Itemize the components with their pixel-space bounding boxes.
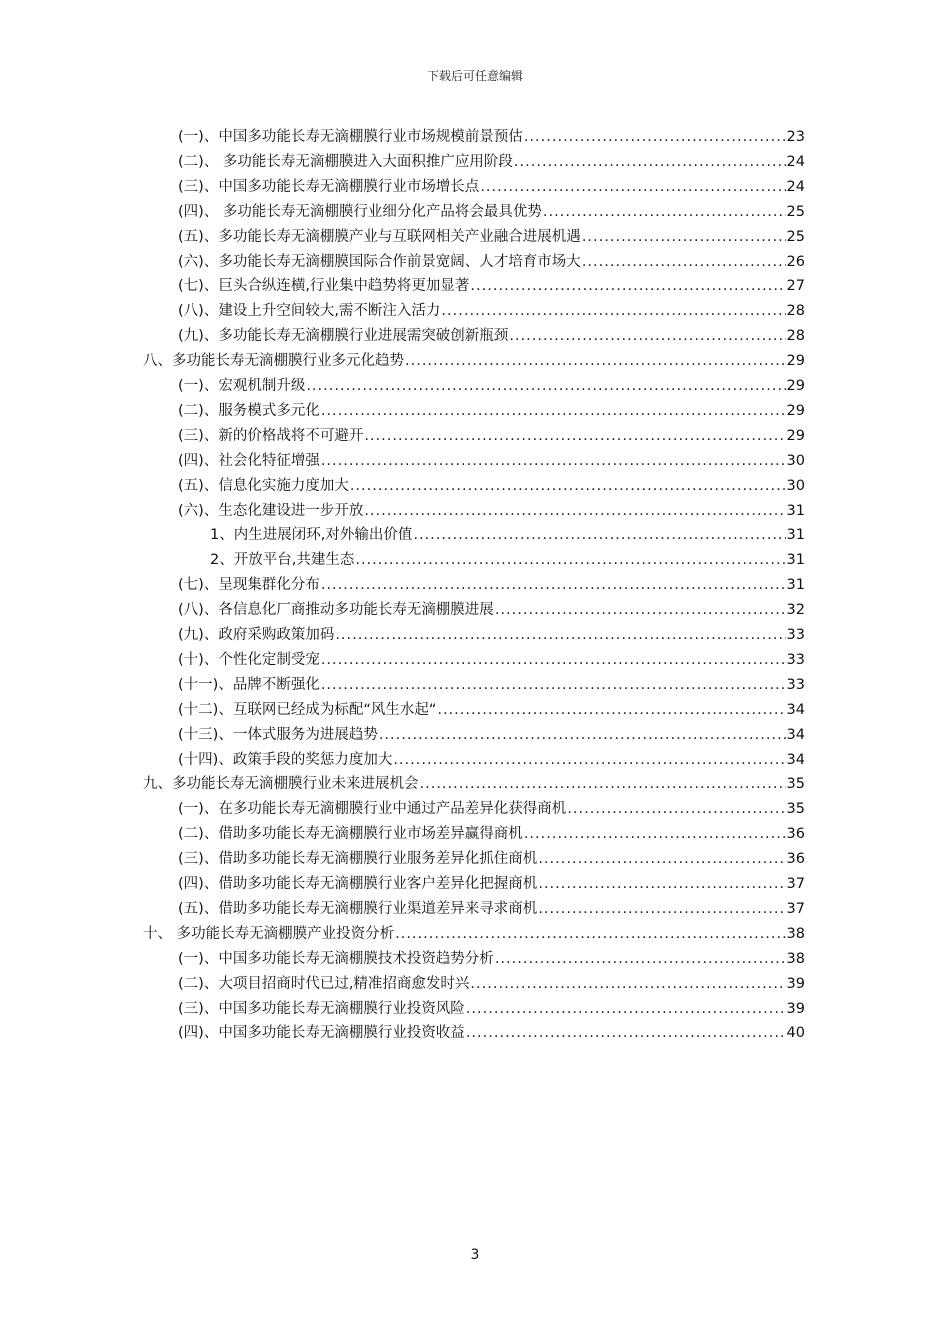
toc-entry[interactable] [178, 623, 805, 648]
toc-entry[interactable] [178, 200, 805, 225]
toc-dot-leader [379, 723, 786, 748]
toc-entry-title: (八)、各信息化厂商推动多功能长寿无滴棚膜进展 [178, 602, 494, 619]
toc-entry[interactable] [178, 449, 805, 474]
toc-entry-title: (二)、大项目招商时代已过,精准招商愈发时兴 [178, 975, 470, 992]
toc-entry-title: (十三)、一体式服务为进展趋势 [178, 726, 378, 743]
toc-entry-title: (二)、借助多功能长寿无滴棚膜行业市场差异赢得商机 [178, 826, 523, 843]
toc-entry[interactable] [178, 598, 805, 623]
toc-entry[interactable] [178, 374, 805, 399]
toc-dot-leader [543, 200, 786, 225]
toc-entry[interactable] [178, 797, 805, 822]
toc-entry-title: (一)、中国多功能长寿无滴棚膜行业市场规模前景预估 [178, 129, 523, 145]
toc-entry-page: 25 [786, 228, 805, 245]
toc-entry-title: (十四)、政策手段的奖惩力度加大 [178, 751, 393, 768]
toc-entry-title: (三)、中国多功能长寿无滴棚膜行业投资风险 [178, 1000, 465, 1017]
toc-entry[interactable] [178, 972, 805, 997]
toc-entry-title: (七)、呈现集群化分布 [178, 577, 320, 594]
toc-entry-title: (五)、多功能长寿无滴棚膜产业与互联网相关产业融合进展机遇 [178, 228, 581, 245]
toc-dot-leader [395, 922, 785, 947]
toc-entry-title: (二)、 多功能长寿无滴棚膜进入大面积推广应用阶段 [178, 153, 513, 170]
toc-entry[interactable] [178, 274, 805, 299]
toc-entry-page: 27 [786, 278, 805, 295]
toc-entry[interactable] [178, 399, 805, 424]
toc-entry-page: 33 [786, 676, 805, 693]
toc-entry-title: (四)、中国多功能长寿无滴棚膜行业投资收益 [178, 1025, 465, 1042]
toc-entry-title: (一)、在多功能长寿无滴棚膜行业中通过产品差异化获得商机 [178, 801, 567, 818]
toc-entry-title: 九、多功能长寿无滴棚膜行业未来进展机会 [143, 776, 419, 793]
toc-dot-leader [466, 997, 786, 1022]
toc-entry-page: 34 [786, 751, 805, 768]
toc-entry-title: (十)、个性化定制受宠 [178, 651, 320, 668]
toc-entry-page: 29 [786, 353, 805, 370]
toc-entry[interactable] [178, 125, 805, 150]
toc-entry[interactable] [178, 897, 805, 922]
toc-entry-title: (四)、 多功能长寿无滴棚膜行业细分化产品将会最具优势 [178, 203, 542, 220]
toc-dot-leader [321, 648, 786, 673]
toc-dot-leader [538, 872, 785, 897]
toc-entry[interactable] [178, 324, 805, 349]
toc-entry-title: (六)、多功能长寿无滴棚膜国际合作前景宽阔、人才培育市场大 [178, 253, 581, 270]
toc-entry[interactable] [178, 947, 805, 972]
toc-entry-page: 30 [786, 477, 805, 494]
toc-dot-leader [321, 449, 786, 474]
toc-entry-page: 24 [786, 178, 805, 195]
toc-dot-leader [495, 598, 786, 623]
toc-entry-page: 31 [786, 502, 805, 519]
toc-entry-title: (七)、巨头合纵连横,行业集中趋势将更加显著 [178, 278, 470, 295]
toc-dot-leader [567, 797, 785, 822]
toc-entry-page: 38 [786, 925, 805, 942]
toc-entry-page: 32 [786, 602, 805, 619]
toc-entry-page: 40 [786, 1025, 805, 1042]
toc-entry-title: 十、 多功能长寿无滴棚膜产业投资分析 [143, 925, 395, 942]
toc-entry-page: 29 [786, 402, 805, 419]
toc-dot-leader [470, 274, 785, 299]
toc-entry[interactable] [178, 150, 805, 175]
toc-entry-page: 34 [786, 701, 805, 718]
toc-entry-page: 35 [786, 801, 805, 818]
toc-entry-page: 37 [786, 876, 805, 892]
toc-entry-page: 28 [786, 303, 805, 320]
toc-dot-leader [509, 324, 785, 349]
toc-dot-leader [321, 399, 786, 424]
toc-entry-page: 24 [786, 153, 805, 170]
toc-entry-page: 26 [786, 253, 805, 270]
toc-entry-title: 1、内生进展闭环,对外输出价值 [210, 527, 413, 544]
toc-dot-leader [321, 573, 786, 598]
page-number: 3 [470, 1247, 480, 1263]
toc-entry-title: (二)、服务模式多元化 [178, 402, 320, 419]
toc-entry-title: (六)、生态化建设进一步开放 [178, 502, 364, 519]
toc-entry-page: 25 [786, 203, 805, 220]
toc-entry[interactable] [178, 474, 805, 499]
toc-dot-leader [364, 424, 785, 449]
toc-entry[interactable] [178, 847, 805, 872]
toc-entry-title: (八)、建设上升空间较大,需不断注入活力 [178, 303, 441, 320]
toc-dot-leader [420, 772, 786, 797]
toc-entry-page: 38 [786, 950, 805, 967]
toc-entry-title: (三)、新的价格战将不可避开 [178, 427, 364, 444]
toc-entry-title: (九)、政府采购政策加码 [178, 627, 335, 643]
toc-entry-page: 33 [786, 627, 805, 643]
toc-entry[interactable] [178, 573, 805, 598]
toc-dot-leader [321, 673, 786, 698]
toc-entry-page: 31 [786, 552, 805, 569]
toc-entry-title: (三)、借助多功能长寿无滴棚膜行业服务差异化抓住商机 [178, 851, 538, 868]
toc-entry[interactable] [143, 349, 805, 374]
toc-entry[interactable] [178, 1021, 805, 1046]
toc-dot-leader [582, 225, 786, 250]
toc-dot-leader [405, 349, 786, 374]
toc-entry[interactable] [178, 872, 805, 897]
toc-dot-leader [335, 623, 785, 648]
toc-dot-leader [495, 947, 786, 972]
toc-entry[interactable] [178, 748, 805, 773]
toc-entry[interactable] [178, 673, 805, 698]
toc-entry-page: 31 [786, 527, 805, 544]
toc-entry[interactable] [143, 922, 805, 947]
toc-entry-title: (三)、中国多功能长寿无滴棚膜行业市场增长点 [178, 178, 480, 195]
toc-dot-leader [466, 1021, 786, 1046]
toc-entry-page: 23 [786, 129, 805, 145]
toc-entry-page: 33 [786, 651, 805, 668]
toc-entry-page: 29 [786, 427, 805, 444]
toc-entry[interactable] [178, 822, 805, 847]
toc-entry-title: (十二)、互联网已经成为标配“风生水起“ [178, 701, 437, 718]
toc-entry[interactable] [210, 548, 805, 573]
toc-entry-page: 36 [786, 826, 805, 843]
toc-entry-title: 2、开放平台,共建生态 [210, 552, 355, 569]
toc-entry[interactable] [178, 424, 805, 449]
toc-entry-title: (一)、宏观机制升级 [178, 378, 306, 394]
toc-entry-title: (九)、多功能长寿无滴棚膜行业进展需突破创新瓶颈 [178, 328, 509, 345]
toc-entry-page: 39 [786, 975, 805, 992]
toc-entry-page: 28 [786, 328, 805, 345]
page-header-note: 下载后可任意编辑 [426, 69, 523, 83]
toc-entry-page: 35 [786, 776, 805, 793]
toc-dot-leader [441, 299, 785, 324]
toc-entry-title: (四)、借助多功能长寿无滴棚膜行业客户差异化把握商机 [178, 876, 538, 892]
toc-entry[interactable] [178, 499, 805, 524]
toc-entry-page: 34 [786, 726, 805, 743]
toc-entry-page: 30 [786, 452, 805, 469]
toc-entry[interactable] [143, 772, 805, 797]
toc-dot-leader [524, 822, 786, 847]
toc-dot-leader [355, 548, 785, 573]
toc-entry-title: (一)、中国多功能长寿无滴棚膜技术投资趋势分析 [178, 950, 494, 967]
toc-entry-title: (四)、社会化特征增强 [178, 452, 320, 469]
toc-entry[interactable] [178, 175, 805, 200]
toc-dot-leader [538, 897, 785, 922]
toc-entry-page: 36 [786, 851, 805, 868]
toc-entry-page: 39 [786, 1000, 805, 1017]
toc-dot-leader [538, 847, 785, 872]
toc-entry-title: 八、多功能长寿无滴棚膜行业多元化趋势 [143, 353, 404, 370]
toc-dot-leader [480, 175, 785, 200]
toc-entry-page: 31 [786, 577, 805, 594]
toc-entry-title: (十一)、品牌不断强化 [178, 676, 320, 693]
toc-entry-title: (五)、信息化实施力度加大 [178, 477, 349, 494]
toc-dot-leader [364, 499, 785, 524]
toc-dot-leader [582, 250, 786, 275]
toc-entry[interactable] [178, 997, 805, 1022]
toc-dot-leader [514, 150, 786, 175]
toc-entry-page: 29 [786, 378, 805, 394]
toc-entry[interactable] [178, 723, 805, 748]
toc-entry-title: (五)、借助多功能长寿无滴棚膜行业渠道差异来寻求商机 [178, 900, 538, 917]
toc-dot-leader [470, 972, 785, 997]
toc-entry[interactable] [178, 299, 805, 324]
toc-dot-leader [413, 523, 785, 548]
toc-entry[interactable] [210, 523, 805, 548]
toc-entry[interactable] [178, 648, 805, 673]
toc-dot-leader [350, 474, 786, 499]
toc-dot-leader [437, 698, 785, 723]
toc-entry[interactable] [178, 250, 805, 275]
toc-dot-leader [393, 748, 785, 773]
toc-dot-leader [524, 125, 786, 150]
toc-entry-page: 37 [786, 900, 805, 917]
toc-entry[interactable] [178, 698, 805, 723]
toc-dot-leader [306, 374, 785, 399]
toc-entry[interactable] [178, 225, 805, 250]
